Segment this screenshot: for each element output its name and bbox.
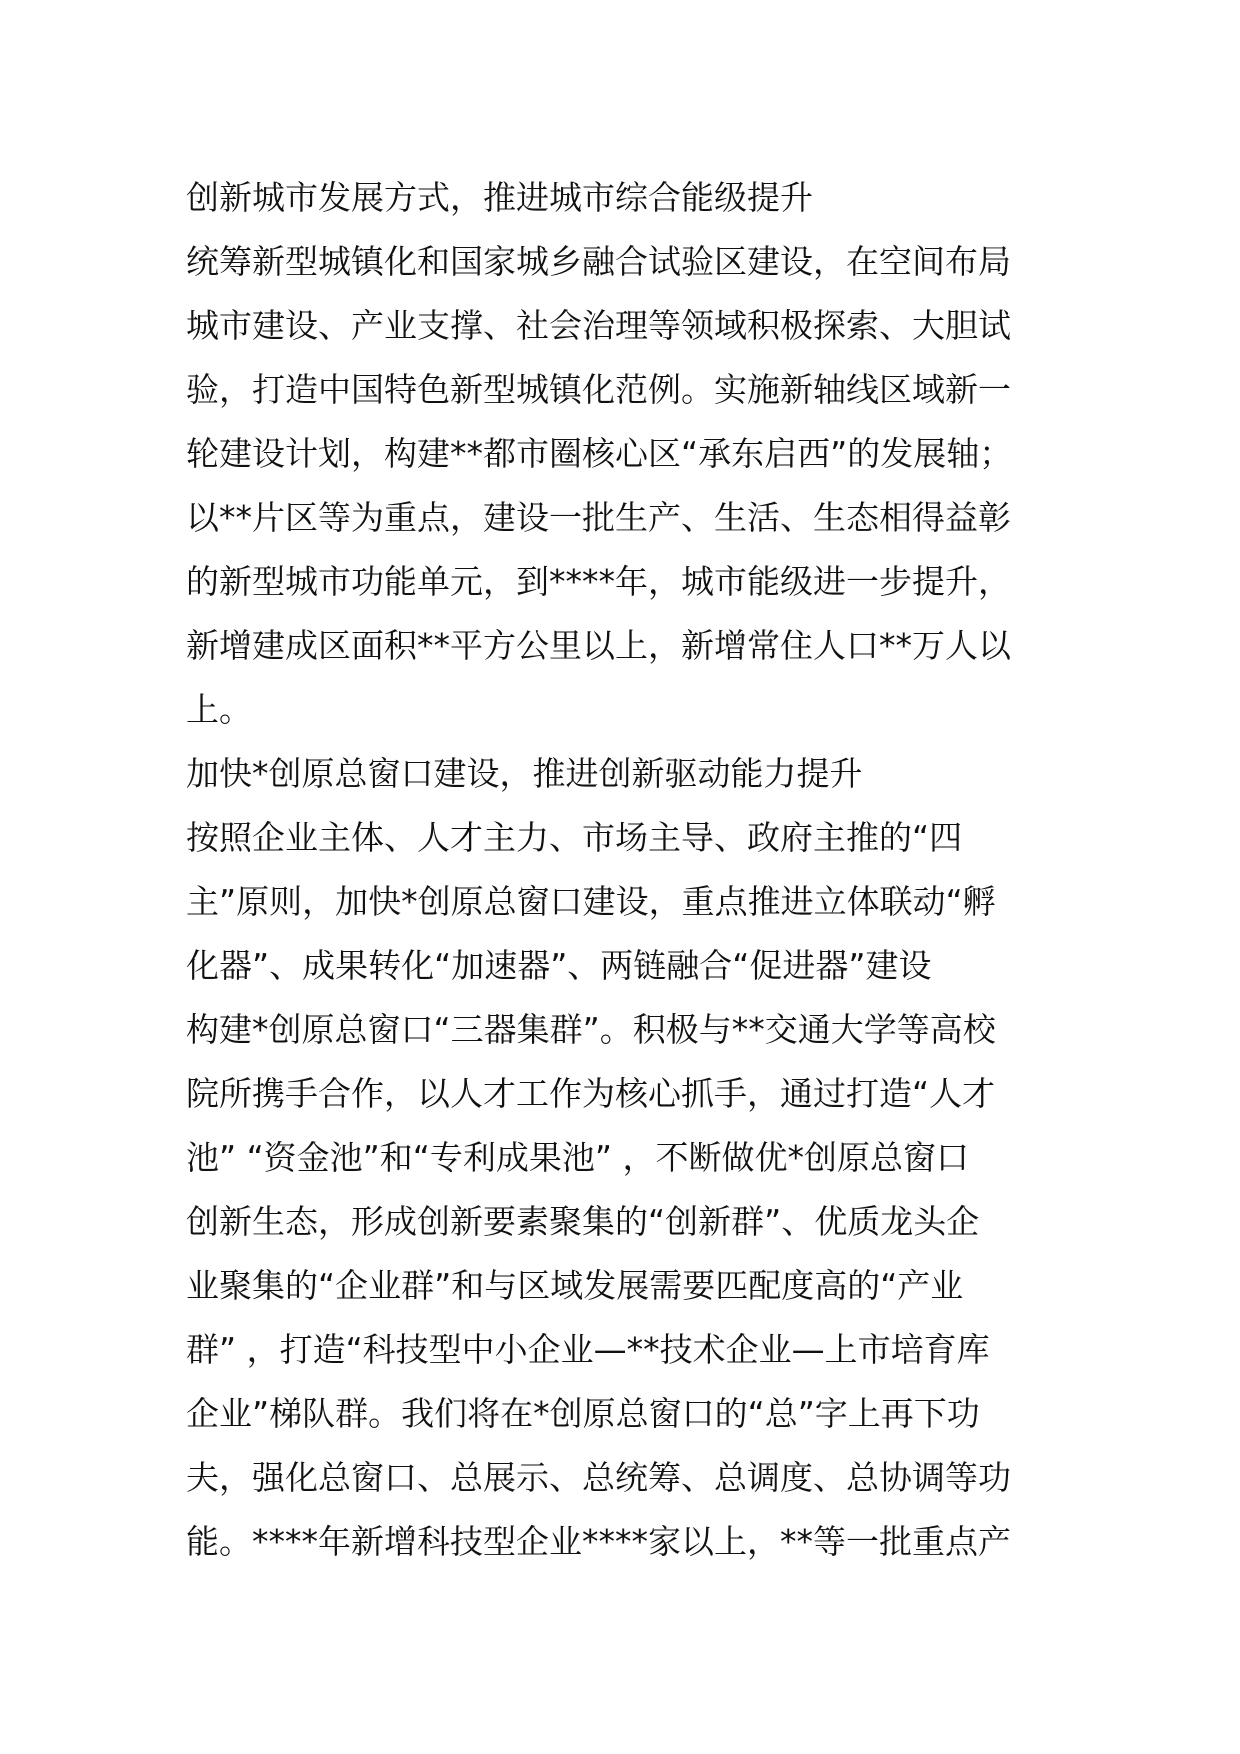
paragraph-line: 新增建成区面积**平方公里以上，新增常住人口**万人以 — [186, 626, 1011, 665]
section-heading-innovation: 加快*创原总窗口建设，推进创新驱动能力提升 — [186, 754, 863, 793]
paragraph-line: 验，打造中国特色新型城镇化范例。实施新轴线区域新一 — [186, 370, 1011, 409]
section-heading-urban: 创新城市发展方式，推进城市综合能级提升 — [186, 178, 813, 217]
paragraph-line: 能。****年新增科技型企业****家以上，**等一批重点产 — [186, 1522, 1011, 1561]
paragraph-line: 城市建设、产业支撑、社会治理等领域积极探索、大胆试 — [186, 306, 1011, 345]
paragraph-line: 的新型城市功能单元，到****年，城市能级进一步提升， — [186, 562, 1011, 601]
paragraph-line: 群” ，打造“科技型中小企业—**技术企业—上市培育库 — [186, 1330, 990, 1369]
paragraph-line: 统筹新型城镇化和国家城乡融合试验区建设，在空间布局 — [186, 242, 1011, 281]
paragraph-line: 企业”梯队群。我们将在*创原总窗口的“总”字上再下功 — [186, 1394, 980, 1433]
paragraph-line: 轮建设计划，构建**都市圈核心区“承东启西”的发展轴； — [186, 434, 1013, 473]
paragraph-line: 院所携手合作，以人才工作为核心抓手，通过打造“人才 — [186, 1074, 996, 1113]
paragraph-line: 主”原则，加快*创原总窗口建设，重点推进立体联动“孵 — [186, 882, 996, 921]
paragraph-line: 构建*创原总窗口“三器集群”。积极与**交通大学等高校 — [186, 1010, 996, 1049]
paragraph-line: 夫，强化总窗口、总展示、总统筹、总调度、总协调等功 — [186, 1458, 1011, 1497]
paragraph-line: 业聚集的“企业群”和与区域发展需要匹配度高的“产业 — [186, 1266, 964, 1305]
paragraph-line: 化器”、成果转化“加速器”、两链融合“促进器”建设 — [186, 946, 932, 985]
paragraph-line: 创新生态，形成创新要素聚集的“创新群”、优质龙头企 — [186, 1202, 980, 1241]
document-body — [186, 166, 1086, 1574]
paragraph-line: 以**片区等为重点，建设一批生产、生活、生态相得益彰 — [186, 498, 1011, 537]
paragraph-line: 上。 — [186, 690, 252, 729]
paragraph-line: 池” “资金池”和“专利成果池” ，不断做优*创原总窗口 — [186, 1138, 969, 1177]
paragraph-line: 按照企业主体、人才主力、市场主导、政府主推的“四 — [186, 818, 963, 857]
